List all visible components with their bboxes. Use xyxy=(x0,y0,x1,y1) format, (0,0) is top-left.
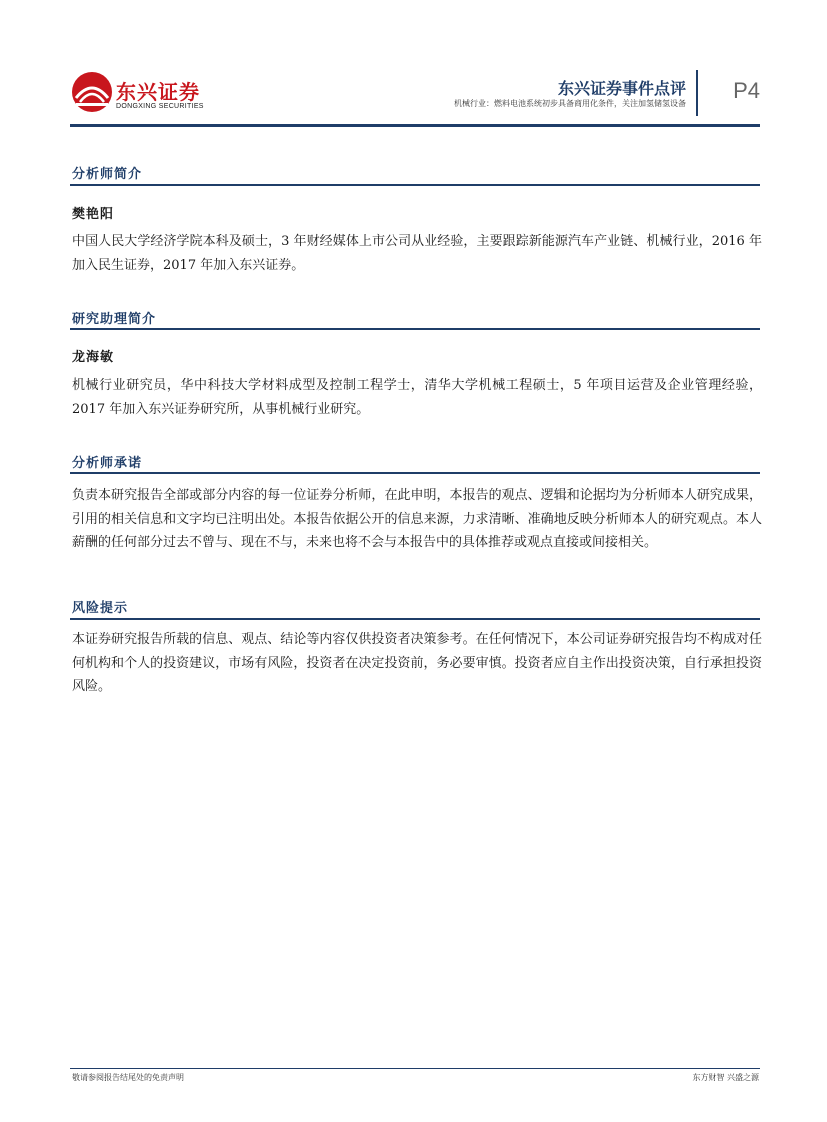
report-subtitle: 机械行业：燃料电池系统初步具备商用化条件，关注加氢储氢设备 xyxy=(454,99,686,108)
footer-slogan: 东方财智 兴盛之源 xyxy=(692,1073,759,1082)
assistant-name: 龙海敏 xyxy=(72,350,115,365)
logo-name-cn: 东兴证券 xyxy=(116,80,200,104)
section-rule xyxy=(70,618,760,620)
section-rule xyxy=(70,472,760,474)
logo-name-en: DONGXING SECURITIES xyxy=(116,103,204,110)
page-number: P4 xyxy=(733,78,760,103)
section-title-analyst: 分析师简介 xyxy=(72,167,143,182)
assistant-bio: 机械行业研究员，华中科技大学材料成型及控制工程学士，清华大学机械工程硕士，5 年项目运营及企业管理经验，2017 年加入东兴证券研究所，从事机械行业研究。 xyxy=(72,378,762,417)
page-header xyxy=(70,62,760,126)
risk-warning-text: 本证券研究报告所载的信息、观点、结论等内容仅供投资者决策参考。在任何情况下，本公司证券研究报告均不构成对任何机构和个人的投资建议，市场有风险，投资者在决定投资前，务必要审慎。投资者应自主作出投资决策，自行承担投资风险。 xyxy=(72,632,762,694)
analyst-commitment-text: 负责本研究报告全部或部分内容的每一位证券分析师，在此申明，本报告的观点、逻辑和论据均为分析师本人研究成果，引用的相关信息和文字均已注明出处。本报告依据公开的信息来源，力求清晰、准确地反映分析师本人的研究观点。本人薪酬的任何部分过去不曾与、现在不与，未来也将不会与本报告中的具体推荐或观点直接或间接相关。 xyxy=(72,488,762,550)
analyst-name: 樊艳阳 xyxy=(72,207,115,222)
header-divider xyxy=(696,70,698,116)
section-title-commitment: 分析师承诺 xyxy=(72,456,143,471)
section-title-risk: 风险提示 xyxy=(72,601,129,616)
company-logo xyxy=(70,70,210,116)
report-type: 东兴证券事件点评 xyxy=(557,79,686,98)
footer-disclaimer-note: 敬请参阅报告结尾处的免责声明 xyxy=(72,1073,184,1082)
header-rule xyxy=(70,124,760,127)
section-title-assistant: 研究助理简介 xyxy=(72,312,157,327)
logo-emblem-icon xyxy=(70,70,114,114)
section-rule xyxy=(70,328,760,330)
analyst-bio: 中国人民大学经济学院本科及硕士，3 年财经媒体上市公司从业经验，主要跟踪新能源汽车产业链、机械行业，2016 年加入民生证券，2017 年加入东兴证券。 xyxy=(72,234,762,273)
footer-rule xyxy=(70,1068,760,1069)
section-rule xyxy=(70,184,760,186)
